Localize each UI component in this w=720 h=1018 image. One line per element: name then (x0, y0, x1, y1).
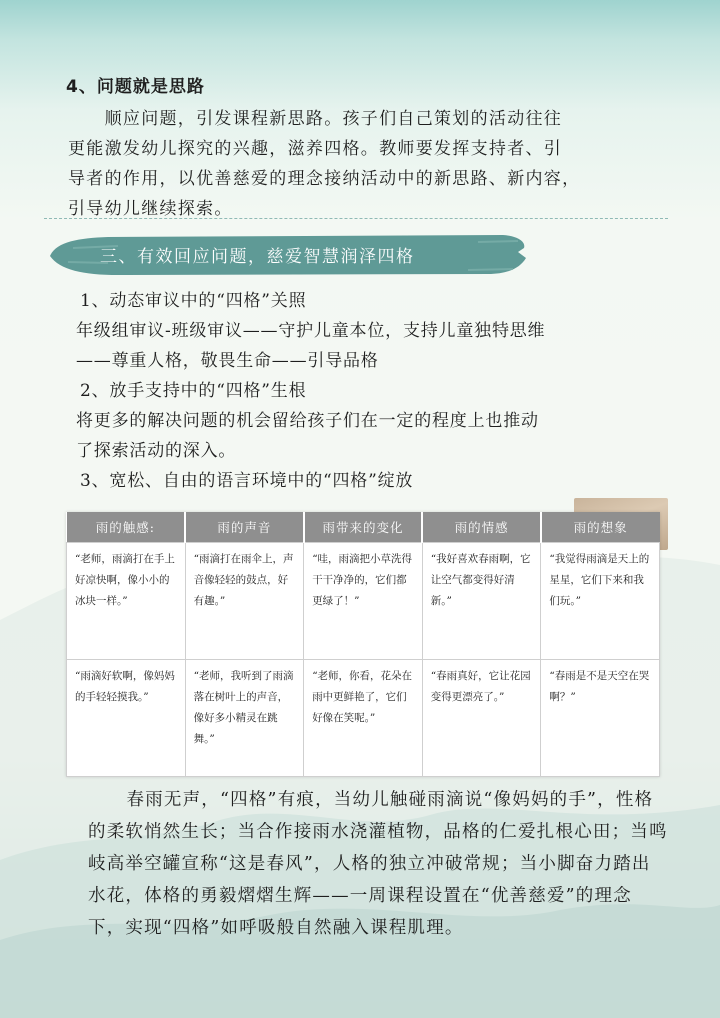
rain-observation-table (66, 512, 660, 777)
table-cell: “哇，雨滴把小草洗得干干净净的，它们都更绿了！” (304, 543, 423, 660)
closing-paragraph (88, 784, 668, 944)
section-3-list (76, 286, 680, 496)
table-cell: “老师，雨滴打在手上好凉快啊，像小小的冰块一样。” (67, 543, 186, 660)
table-cell: “老师，我听到了雨滴落在树叶上的声音，像好多小精灵在跳舞。” (185, 660, 304, 777)
section-4-title: 4、问题就是思路 (66, 77, 205, 97)
table-header-cell: 雨的声音 (185, 512, 304, 543)
list-item: 将更多的解决问题的机会留给孩子们在一定的程度上也推动 (76, 411, 539, 431)
dashed-divider (44, 218, 668, 219)
table-header-cell: 雨带来的变化 (304, 512, 423, 543)
list-item: ——尊重人格，敬畏生命——引导品格 (76, 351, 379, 371)
list-item: 3、宽松、自由的语言环境中的“四格”绽放 (80, 471, 414, 491)
list-item: 了探索活动的深入。 (76, 441, 237, 461)
list-item: 年级组审议-班级审议——守护儿童本位，支持儿童独特思维 (76, 321, 546, 341)
table-cell: “雨滴好软啊，像妈妈的手轻轻摸我。” (67, 660, 186, 777)
paragraph-line: 导者的作用，以优善慈爱的理念接纳活动中的新思路、新内容， (68, 169, 581, 189)
paragraph-line: 更能激发幼儿探究的兴趣，滋养四格。教师要发挥支持者、引 (68, 139, 563, 159)
table-cell: “春雨是不是天空在哭啊？” (541, 660, 660, 777)
table-cell: “雨滴打在雨伞上，声音像轻轻的鼓点，好有趣。” (185, 543, 304, 660)
section-3-title: 三、有效回应问题，慈爱智慧润泽四格 (100, 247, 415, 267)
table-cell: “我觉得雨滴是天上的星星，它们下来和我们玩。” (541, 543, 660, 660)
list-item: 2、放手支持中的“四格”生根 (80, 381, 307, 401)
table-row (67, 660, 660, 777)
paragraph-line: 引导幼儿继续探索。 (68, 199, 233, 219)
table-header-cell: 雨的触感: (67, 512, 186, 543)
section-4-paragraph (68, 104, 668, 224)
list-item: 1、动态审议中的“四格”关照 (80, 291, 307, 311)
closing-text: 春雨无声，“四格”有痕，当幼儿触碰雨滴说“像妈妈的手”，性格的柔软悄然生长；当合作接雨水浇灌植物，品格的仁爱扎根心田；当鸣岐高举空罐宣称“这是春风”，人格的独立冲破常规；当小脚奋力踏出水花，体格的勇毅熠熠生辉——一周课程设置在“优善慈爱”的理念下，实现“四格”如呼吸般自然融入课程肌理。 (88, 790, 668, 938)
table-header-cell: 雨的情感 (422, 512, 541, 543)
table-row (67, 543, 660, 660)
paragraph-line: 顺应问题，引发课程新思路。孩子们自己策划的活动往往 (68, 109, 563, 129)
table-cell: “春雨真好，它让花园变得更漂亮了。” (422, 660, 541, 777)
table-cell: “老师，你看，花朵在雨中更鲜艳了，它们好像在笑呢。” (304, 660, 423, 777)
table-header-row (67, 512, 660, 543)
table-header-cell: 雨的想象 (541, 512, 660, 543)
table-cell: “我好喜欢春雨啊，它让空气都变得好清新。” (422, 543, 541, 660)
